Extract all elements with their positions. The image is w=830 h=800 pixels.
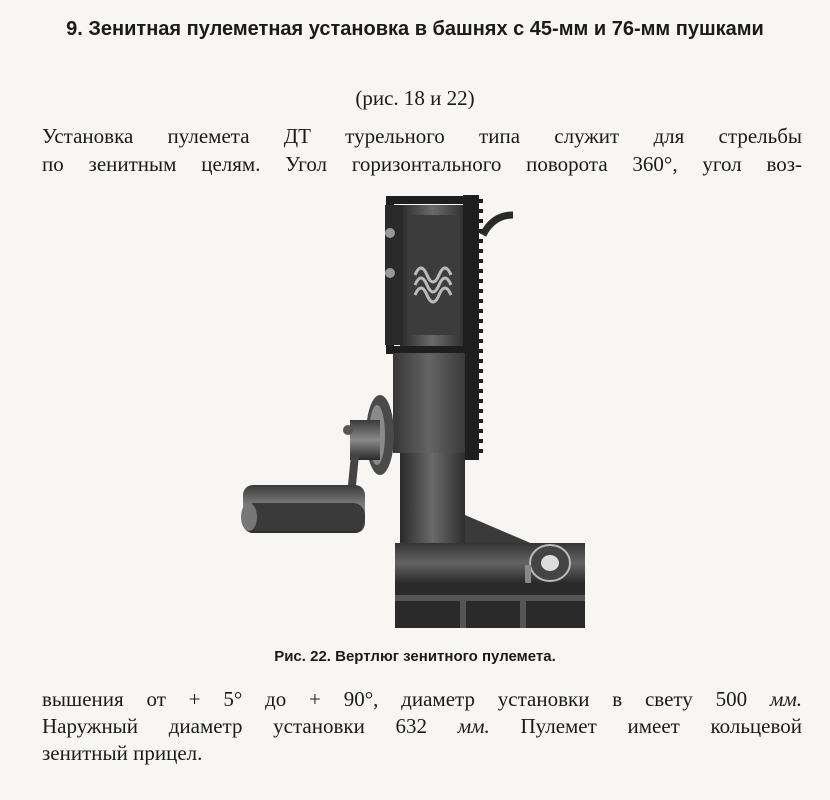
section-heading: 9. Зенитная пулеметная установка в башнях с 45-мм и 76-мм пушками xyxy=(66,18,764,40)
paragraph-2-line-1-text: вышения от + 5° до + 90°, диаметр установки в свету 500 xyxy=(42,687,748,711)
machine-gun-swivel-mount-icon xyxy=(235,185,595,635)
unit-mm-2: мм. xyxy=(457,714,490,738)
machine-gun-swivel-illustration xyxy=(235,185,595,635)
unit-mm-1: мм. xyxy=(769,687,802,711)
paragraph-2-line-3: зенитный прицел. xyxy=(42,741,203,765)
paragraph-1-line-2: по зенитным целям. Угол горизонтального поворота 360°, угол воз- xyxy=(42,152,802,176)
paragraph-1 xyxy=(42,122,802,178)
figure-caption: Рис. 22. Вертлюг зенитного пулемета. xyxy=(274,648,556,665)
paragraph-1-line-1: Установка пулемета ДТ турельного типа служит для стрельбы xyxy=(42,124,802,148)
paragraph-2-line-2-text-b: Пулемет имеет кольцевой xyxy=(520,714,802,738)
paragraph-2 xyxy=(42,686,802,767)
paragraph-2-line-1 xyxy=(42,686,802,713)
paragraph-2-line-2-text-a: Наружный диаметр установки 632 xyxy=(42,714,428,738)
figure-reference: (рис. 18 и 22) xyxy=(355,86,475,110)
paragraph-2-line-2 xyxy=(42,713,802,740)
